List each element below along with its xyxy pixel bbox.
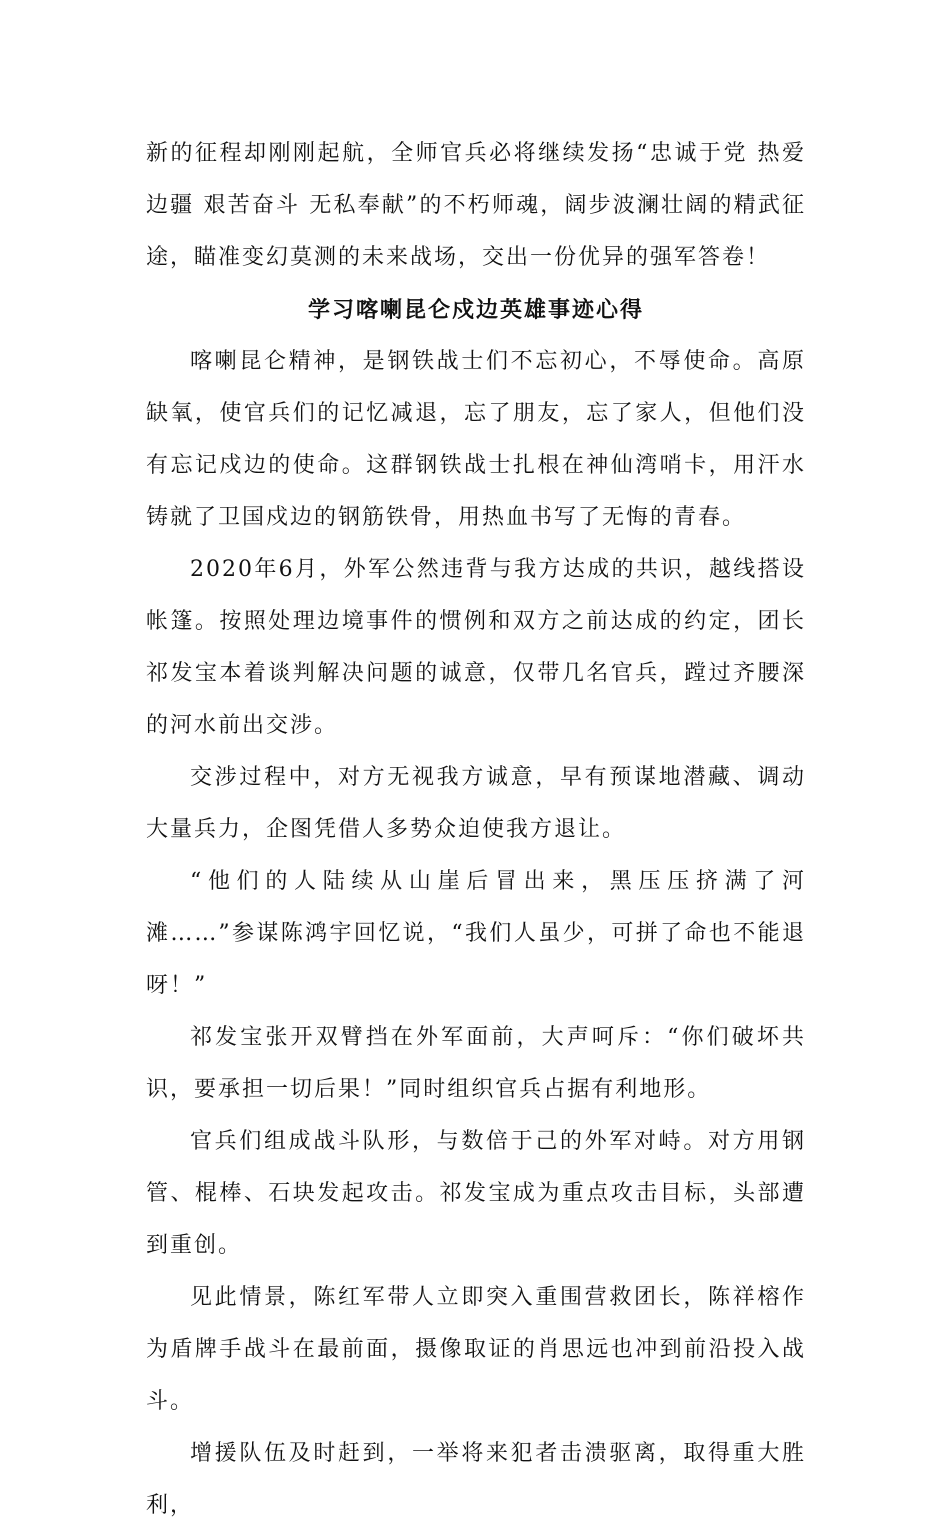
- paragraph-7: 见此情景，陈红军带人立即突入重围营救团长，陈祥榕作为盾牌手战斗在最前面，摄像取证的肖思远也冲到前沿投入战斗。: [146, 1285, 806, 1414]
- paragraph-2: 2020年6月，外军公然违背与我方达成的共识，越线搭设帐篷。按照处理边境事件的惯例和双方之前达成的约定，团长祁发宝本着谈判解决问题的诚意，仅带几名官兵，蹚过齐腰深的河水前出交涉。: [146, 557, 806, 738]
- paragraph-1: 喀喇昆仑精神，是钢铁战士们不忘初心，不辱使命。高原缺氧，使官兵们的记忆减退，忘了朋友，忘了家人，但他们没有忘记戍边的使命。这群钢铁战士扎根在神仙湾哨卡，用汗水铸就了卫国戍边的钢筋铁骨，用热血书写了无悔的青春。: [146, 349, 806, 530]
- section-title: 学习喀喇昆仑戍边英雄事迹心得: [307, 297, 644, 323]
- paragraph-8: 增援队伍及时赶到，一举将来犯者击溃驱离，取得重大胜利，: [146, 1441, 806, 1518]
- paragraph-4: “他们的人陆续从山崖后冒出来，黑压压挤满了河滩……”参谋陈鸿宇回忆说，“我们人虽少，可拼了命也不能退呀！”: [146, 869, 806, 998]
- intro-paragraph: 新的征程却刚刚起航，全师官兵必将继续发扬“忠诚于党 热爱边疆 艰苦奋斗 无私奉献”的不朽师魂，阔步波澜壮阔的精武征途，瞄准变幻莫测的未来战场，交出一份优异的强军答卷！: [146, 141, 806, 270]
- paragraph-6: 官兵们组成战斗队形，与数倍于己的外军对峙。对方用钢管、棍棒、石块发起攻击。祁发宝成为重点攻击目标，头部遭到重创。: [146, 1129, 806, 1258]
- document-body: [146, 128, 806, 1532]
- paragraph-3: 交涉过程中，对方无视我方诚意，早有预谋地潜藏、调动大量兵力，企图凭借人多势众迫使我方退让。: [146, 765, 806, 842]
- paragraph-5: 祁发宝张开双臂挡在外军面前，大声呵斥：“你们破坏共识，要承担一切后果！”同时组织官兵占据有利地形。: [146, 1025, 806, 1102]
